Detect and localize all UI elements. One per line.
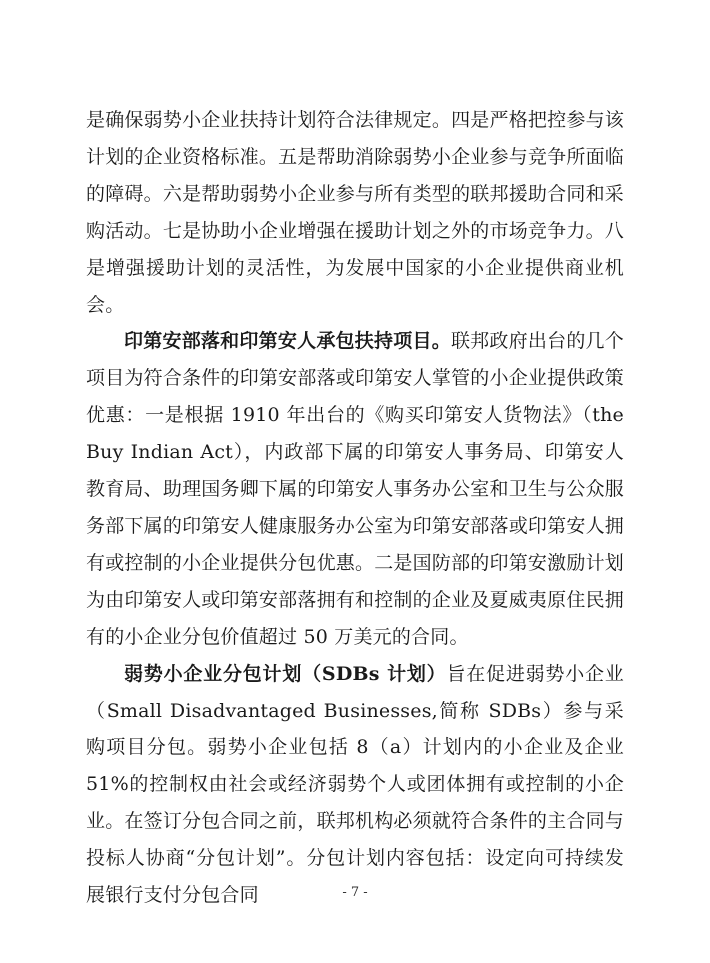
paragraph-1	[86, 102, 624, 323]
paragraph-3	[86, 656, 624, 914]
body-text	[86, 102, 624, 914]
page-number: - 7 -	[342, 885, 368, 900]
paragraph-2-heading: 印第安部落和印第安人承包扶持项目。	[124, 330, 451, 353]
paragraph-2-text: 联邦政府出台的几个项目为符合条件的印第安部落或印第安人掌管的小企业提供政策优惠：一是根据 1910 年出台的《购买印第安人货物法》（the Buy Indian Act），内政部下属的印第安人事务局、印第安人教育局、助理国务卿下属的印第安人事务办公室和卫生与公众服务部下属的印第安人健康服务办公室为印第安部落或印第安人拥有或控制的小企业提供分包优惠。二是国防部的印第安激励计划为由印第安人或印第安部落拥有和控制的企业及夏威夷原住民拥有的小企业分包价值超过 50 万美元的合同。	[86, 330, 624, 648]
paragraph-3-text: 旨在促进弱势小企业（Small Disadvantaged Businesses,简称 SDBs）参与采购项目分包。弱势小企业包括 8（a）计划内的小企业及企业 51%的控制权由社会或经济弱势个人或团体拥有或控制的小企业。在签订分包合同之前，联邦机构必须就符合条件的主合同与投标人协商“分包计划”。分包计划内容包括：设定向可持续发展银行支付分包合同	[86, 662, 624, 907]
paragraph-1-text: 是确保弱势小企业扶持计划符合法律规定。四是严格把控参与该计划的企业资格标准。五是帮助消除弱势小企业参与竞争所面临的障碍。六是帮助弱势小企业参与所有类型的联邦援助合同和采购活动。七是协助小企业增强在援助计划之外的市场竞争力。八是增强援助计划的灵活性，为发展中国家的小企业提供商业机会。	[86, 109, 624, 316]
paragraph-2	[86, 323, 624, 655]
paragraph-3-heading: 弱势小企业分包计划（SDBs 计划）	[124, 662, 447, 685]
